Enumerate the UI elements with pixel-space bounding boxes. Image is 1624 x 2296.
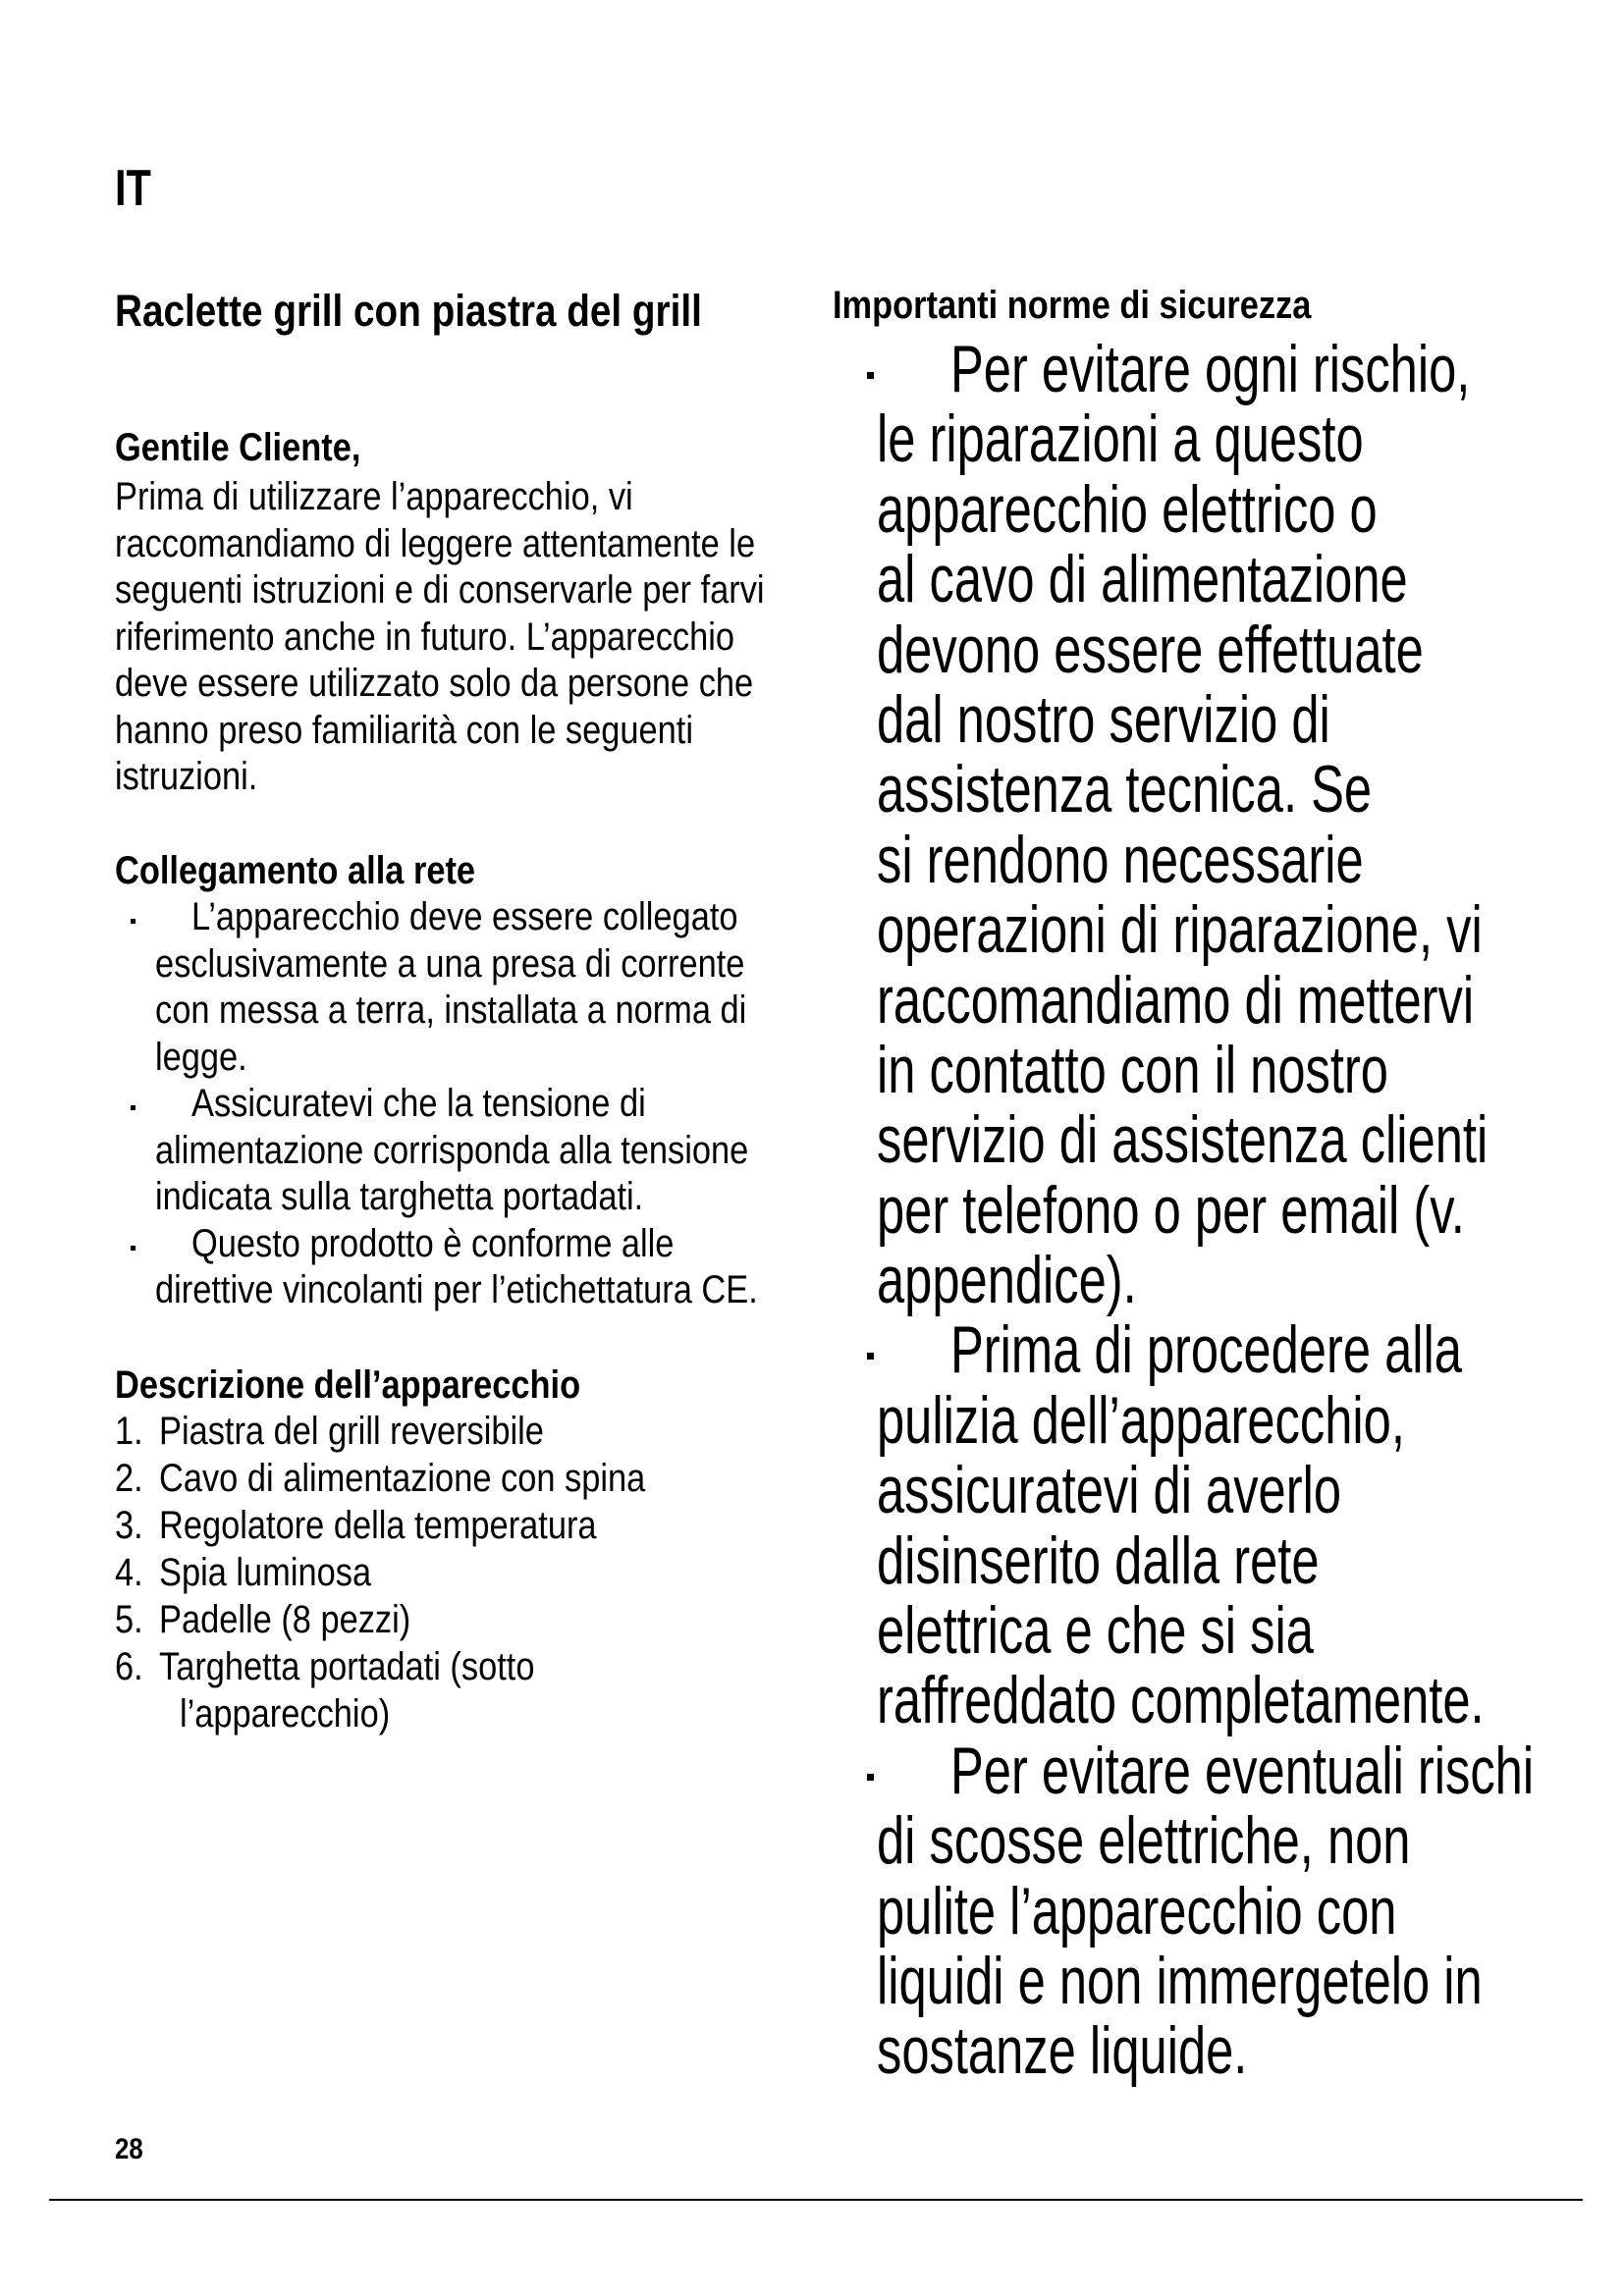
safety-line: in contatto con il nostro [876, 1032, 1388, 1107]
item-text: Regolatore della temperatura [159, 1504, 597, 1547]
bullet-icon [131, 1246, 135, 1251]
item-number: 3. [115, 1504, 143, 1547]
safety-line: per telefono o per email (v. [876, 1172, 1465, 1248]
intro-line: Prima di utilizzare l’apparecchio, vi [115, 475, 633, 518]
document-title: Raclette grill con piastra del grill [115, 286, 702, 336]
intro-line: deve essere utilizzato solo da persone che [115, 662, 754, 705]
safety-bullet-item [864, 1733, 1610, 2089]
safety-bullet-item [864, 332, 1610, 1318]
bullet-line: direttive vincolanti per l’etichettatura CE. [154, 1268, 758, 1311]
bullet-line: con messa a terra, installata a norma di [154, 988, 746, 1032]
bullet-icon [867, 1353, 874, 1360]
item-text: l’apparecchio) [180, 1692, 391, 1735]
bullet-line: indicata sulla targhetta portadati. [154, 1175, 643, 1218]
item-number: 6. [115, 1645, 143, 1688]
safety-line: le riparazioni a questo [876, 401, 1364, 477]
safety-line: di scosse elettriche, non [876, 1803, 1410, 1879]
component-item [115, 1596, 802, 1643]
item-text: Targhetta portadati (sotto [159, 1645, 535, 1688]
bullet-icon [131, 919, 135, 924]
item-text: Spia luminosa [159, 1551, 372, 1594]
item-number: 4. [115, 1551, 143, 1594]
safety-line: dal nostro servizio di [876, 681, 1330, 757]
network-bullet-list [115, 894, 802, 1314]
safety-line: appendice). [876, 1243, 1137, 1318]
component-item [115, 1455, 802, 1502]
bullet-line: Assicuratevi che la tensione di [191, 1082, 646, 1125]
safety-heading: Importanti norme di sicurezza [832, 284, 1311, 327]
safety-line: si rendono necessarie [876, 822, 1364, 897]
intro-line: raccomandiamo di leggere attentamente le [115, 521, 756, 565]
footer-rule [49, 2199, 1583, 2201]
safety-line: Per evitare eventuali rischi [949, 1733, 1534, 1808]
safety-line: liquidi e non immergetelo in [876, 1943, 1483, 2018]
safety-line: servizio di assistenza clienti [876, 1102, 1488, 1178]
bullet-line: alimentazione corrisponda alla tensione [154, 1128, 748, 1172]
page-number: 28 [115, 2133, 143, 2165]
safety-line: Per evitare ogni rischio, [949, 332, 1470, 406]
component-item [115, 1502, 802, 1549]
safety-line: pulizia dell’apparecchio, [876, 1382, 1405, 1458]
component-item [115, 1643, 802, 1737]
component-list [115, 1408, 802, 1737]
safety-line: disinserito dalla rete [876, 1522, 1320, 1598]
bullet-icon [131, 1105, 135, 1110]
network-heading: Collegamento alla rete [115, 849, 476, 892]
safety-line: raccomandiamo di mettervi [876, 962, 1474, 1038]
greeting: Gentile Cliente, [115, 426, 361, 469]
safety-bullet-list [864, 332, 1610, 2089]
item-text: Padelle (8 pezzi) [159, 1598, 411, 1641]
safety-line: raffreddato completamente. [876, 1663, 1485, 1738]
item-number: 5. [115, 1598, 143, 1641]
component-item [115, 1408, 802, 1455]
network-bullet-item [115, 1081, 802, 1221]
safety-line: assicuratevi di averlo [876, 1453, 1341, 1528]
intro-line: hanno preso familiarità con le seguenti [115, 708, 693, 752]
safety-line: pulite l’apparecchio con [876, 1873, 1396, 1949]
safety-line: apparecchio elettrico o [876, 471, 1378, 547]
bullet-line: esclusivamente a una presa di corrente [154, 941, 744, 986]
network-bullet-item [115, 894, 802, 1081]
bullet-line: legge. [154, 1035, 247, 1079]
intro-line: riferimento anche in futuro. L’apparecchio [115, 614, 735, 659]
item-number: 2. [115, 1457, 143, 1500]
safety-line: operazioni di riparazione, vi [876, 892, 1483, 968]
description-heading: Descrizione dell’apparecchio [115, 1363, 581, 1407]
safety-line: assistenza tecnica. Se [876, 752, 1372, 828]
bullet-icon [867, 372, 874, 379]
network-bullet-item [115, 1221, 802, 1314]
item-text: Piastra del grill reversibile [159, 1410, 544, 1453]
item-number: 1. [115, 1410, 143, 1453]
bullet-line: L’apparecchio deve essere collegato [191, 895, 738, 938]
component-item [115, 1549, 802, 1596]
safety-line: elettrica e che si sia [876, 1593, 1314, 1669]
safety-line: sostanze liquide. [876, 2013, 1247, 2089]
bullet-icon [867, 1774, 874, 1781]
safety-line: al cavo di alimentazione [876, 542, 1408, 617]
item-text: Cavo di alimentazione con spina [159, 1457, 646, 1500]
safety-line: devono essere effettuate [876, 612, 1424, 687]
safety-line: Prima di procedere alla [949, 1312, 1462, 1388]
language-code: IT [115, 160, 151, 217]
intro-line: istruzioni. [115, 755, 258, 798]
intro-line: seguenti istruzioni e di conservarle per farvi [115, 568, 765, 612]
bullet-line: Questo prodotto è conforme alle [191, 1221, 675, 1265]
safety-bullet-item [864, 1312, 1610, 1738]
intro-paragraph [115, 474, 802, 801]
